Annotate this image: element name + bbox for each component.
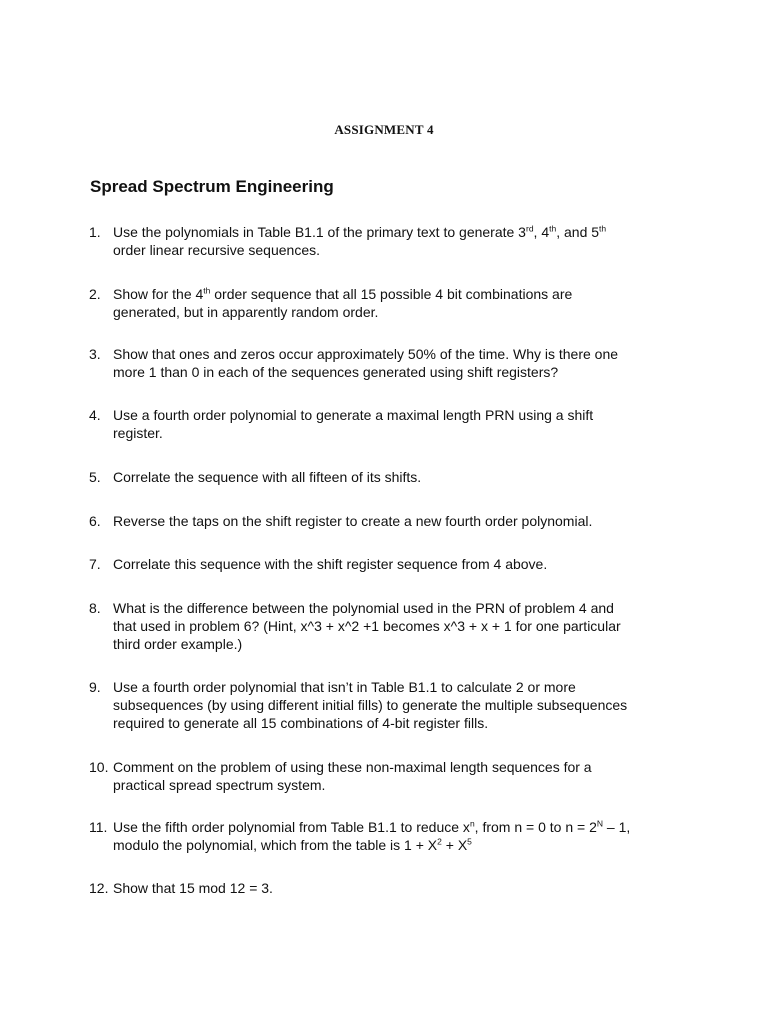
list-item	[89, 345, 699, 381]
item-number: 9.	[89, 679, 101, 695]
text-run: modulo the polynomial, which from the table is 1 + X	[113, 837, 438, 853]
text-run: Use the polynomials in Table B1.1 of the primary text to generate 3	[113, 224, 526, 240]
list-item	[89, 599, 699, 653]
text-run: + X	[441, 837, 468, 853]
item-line	[113, 345, 699, 363]
item-line	[113, 555, 699, 573]
item-text	[113, 468, 699, 486]
superscript: th	[203, 285, 211, 296]
item-number: 5.	[89, 469, 101, 485]
superscript: 5	[467, 836, 472, 847]
text-run: Use the fifth order polynomial from Table B1.1 to reduce x	[113, 819, 470, 835]
item-number: 7.	[89, 556, 101, 572]
text-run: Correlate the sequence with all fifteen of its shifts.	[113, 469, 422, 485]
item-line	[113, 696, 699, 714]
item-number: 11.	[89, 819, 108, 835]
assignment-title: ASSIGNMENT 4	[334, 122, 434, 137]
superscript: th	[599, 223, 607, 234]
item-text	[113, 285, 699, 321]
item-text	[113, 512, 699, 530]
text-run: Show that ones and zeros occur approximately 50% of the time. Why is there one	[113, 346, 619, 362]
superscript: N	[596, 818, 603, 829]
text-run: practical spread spectrum system.	[113, 777, 326, 793]
text-run: required to generate all 15 combinations of 4-bit register fills.	[113, 715, 489, 731]
item-line	[113, 285, 699, 303]
superscript: 2	[437, 836, 442, 847]
text-run: What is the difference between the polynomial used in the PRN of problem 4 and	[113, 600, 614, 616]
text-run: Use a fourth order polynomial to generate a maximal length PRN using a shift	[113, 407, 594, 423]
text-run: generated, but in apparently random order.	[113, 304, 379, 320]
item-line	[113, 599, 699, 617]
item-line	[113, 836, 699, 854]
list-item	[89, 285, 699, 321]
item-line	[113, 758, 699, 776]
item-line	[113, 406, 699, 424]
text-run: Comment on the problem of using these non-maximal length sequences for a	[113, 759, 592, 775]
text-run: subsequences (by using different initial fills) to generate the multiple subsequences	[113, 697, 628, 713]
item-text	[113, 879, 699, 897]
superscript: th	[549, 223, 557, 234]
text-run: , 4	[533, 224, 550, 240]
text-run: – 1,	[603, 819, 631, 835]
item-line	[113, 303, 699, 321]
item-line	[113, 776, 699, 794]
item-line	[113, 363, 699, 381]
text-run: that used in problem 6? (Hint, x^3 + x^2 +1 becomes x^3 + x + 1 for one particular	[113, 618, 621, 634]
item-number: 1.	[89, 224, 101, 240]
list-item	[89, 468, 699, 486]
item-line	[113, 818, 699, 836]
list-item	[89, 512, 699, 530]
item-line	[113, 714, 699, 732]
item-text	[113, 678, 699, 732]
list-item	[89, 406, 699, 442]
item-line	[113, 635, 699, 653]
item-number: 12.	[89, 880, 109, 896]
text-run: Show for the 4	[113, 286, 204, 302]
item-line	[113, 512, 699, 530]
item-line	[113, 879, 699, 897]
text-run: third order example.)	[113, 636, 243, 652]
item-line	[113, 241, 699, 259]
item-line	[113, 468, 699, 486]
item-line	[113, 678, 699, 696]
text-run: Reverse the taps on the shift register to create a new fourth order polynomial.	[113, 513, 593, 529]
text-run: more 1 than 0 in each of the sequences generated using shift registers?	[113, 364, 559, 380]
item-text	[113, 555, 699, 573]
item-text	[113, 818, 699, 854]
item-text	[113, 345, 699, 381]
list-item	[89, 758, 699, 794]
text-run: , and 5	[556, 224, 600, 240]
item-line	[113, 223, 699, 241]
text-run: register.	[113, 425, 163, 441]
item-number: 6.	[89, 513, 101, 529]
item-text	[113, 758, 699, 794]
item-number: 3.	[89, 346, 101, 362]
text-run: , from n = 0 to n = 2	[474, 819, 597, 835]
superscript: rd	[525, 223, 534, 234]
text-run: Use a fourth order polynomial that isn’t in Table B1.1 to calculate 2 or more	[113, 679, 576, 695]
superscript: n	[469, 818, 475, 829]
course-title: Spread Spectrum Engineering	[90, 177, 334, 196]
list-item	[89, 879, 699, 897]
item-text	[113, 223, 699, 259]
item-number: 8.	[89, 600, 101, 616]
list-item	[89, 818, 699, 854]
list-item	[89, 223, 699, 259]
item-number: 2.	[89, 286, 101, 302]
item-number: 10.	[89, 759, 109, 775]
list-item	[89, 555, 699, 573]
item-text	[113, 599, 699, 653]
text-run: Show that 15 mod 12 = 3.	[113, 880, 273, 896]
text-run: order linear recursive sequences.	[113, 242, 320, 258]
item-number: 4.	[89, 407, 101, 423]
text-run: Correlate this sequence with the shift register sequence from 4 above.	[113, 556, 548, 572]
list-item	[89, 678, 699, 732]
item-text	[113, 406, 699, 442]
text-run: order sequence that all 15 possible 4 bit combinations are	[210, 286, 573, 302]
item-line	[113, 424, 699, 442]
item-line	[113, 617, 699, 635]
